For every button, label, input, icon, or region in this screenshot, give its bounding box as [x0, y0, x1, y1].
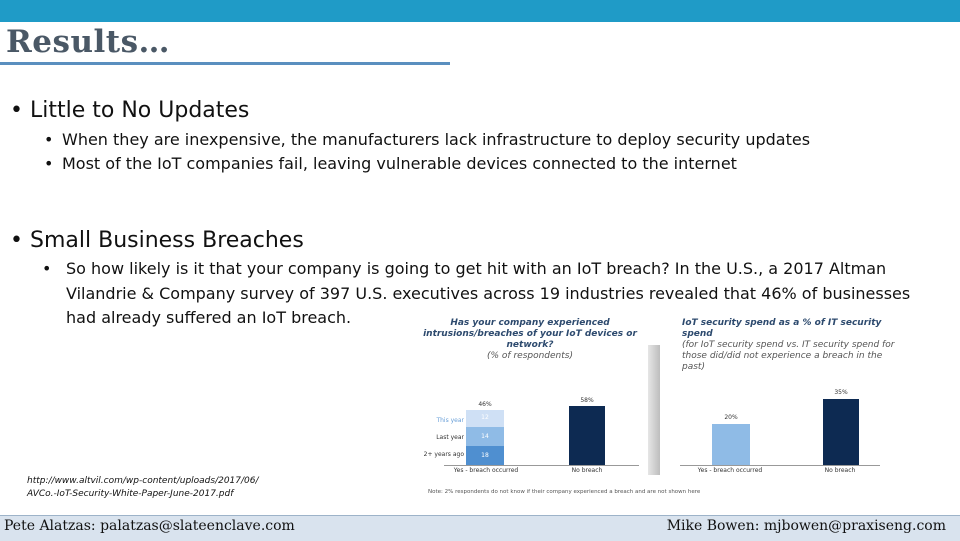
slide-title: Results… — [6, 24, 171, 60]
bullet-text: Little to No Updates — [30, 98, 250, 123]
title-underline — [0, 62, 450, 65]
chart-subtitle: (% of respondents) — [487, 351, 573, 361]
sub-bullet — [44, 128, 810, 152]
chart-title-text: Has your company experienced intrusions/breaches of your IoT devices or network? — [423, 318, 637, 350]
x-tick-label: No breach — [571, 467, 603, 474]
sub-bullet-text: When they are inexpensive, the manufacturers lack infrastructure to deploy security updates — [62, 130, 811, 149]
x-axis — [680, 465, 880, 466]
x-tick-label: Yes - breach occurred — [453, 467, 519, 474]
bullet-dot-icon: • — [10, 98, 23, 123]
bar-value-label: 35% — [834, 389, 848, 396]
footer-right-contact: Mike Bowen: mjbowen@praxiseng.com — [666, 518, 946, 534]
chart-subtitle: (for IoT security spend vs. IT security spend for those did/did not experience a breach in the past) — [682, 340, 895, 372]
source-url-line: http://www.altvil.com/wp-content/uploads/2017/06/ — [27, 476, 259, 486]
bar-no-breach-spend — [823, 399, 859, 465]
bullet-dot-icon: • — [10, 228, 23, 253]
stack-label: 2+ years ago — [423, 451, 464, 458]
x-axis — [444, 465, 639, 466]
bullet-little-updates — [10, 98, 249, 123]
sub-bullet-text: Most of the IoT companies fail, leaving vulnerable devices connected to the internet — [62, 154, 737, 173]
bar-no-breach — [569, 406, 605, 465]
sub-bullet-text: So how likely is it that your company is going to get hit with an IoT breach? In the U.S., a 2017 Altman Vilandrie & Company survey of 397 U.S. executives across 19 industries revealed that 46% of businesses had already suffered an IoT breach. — [66, 259, 911, 327]
bullet-text: Small Business Breaches — [30, 228, 304, 253]
x-tick-label: Yes - breach occurred — [697, 467, 763, 474]
bullet-dot-icon: • — [44, 130, 54, 149]
chart-note: Note: 2% respondents do not know if their company experienced a breach and are not shown here — [428, 489, 701, 495]
total-label: 46% — [478, 401, 492, 408]
footer-left-contact: Pete Alatzas: palatzas@slateenclave.com — [4, 518, 295, 534]
chart-title — [682, 318, 902, 373]
chart-title-text: IoT security spend as a % of IT security spend — [682, 318, 882, 339]
chart-title — [410, 318, 650, 362]
stack-label: Last year — [436, 434, 464, 441]
x-tick-label: No breach — [824, 467, 856, 474]
source-link[interactable] — [27, 475, 259, 501]
top-accent-bar — [0, 0, 960, 22]
source-url-line: AVCo.-IoT-Security-White-Paper-June-2017.pdf — [27, 489, 234, 499]
bullet-small-business — [10, 228, 304, 253]
stack-label: This year — [436, 417, 464, 424]
stack-value: 18 — [481, 452, 489, 459]
divider-arrow — [648, 345, 660, 475]
sub-bullet — [44, 152, 737, 176]
stack-value: 14 — [481, 433, 489, 440]
stack-value: 12 — [481, 414, 489, 421]
total-label: 58% — [580, 397, 594, 404]
bullet-dot-icon: • — [42, 259, 52, 278]
bar-breach-spend — [712, 424, 750, 465]
bullet-dot-icon: • — [44, 154, 54, 173]
bar-value-label: 20% — [724, 414, 738, 421]
